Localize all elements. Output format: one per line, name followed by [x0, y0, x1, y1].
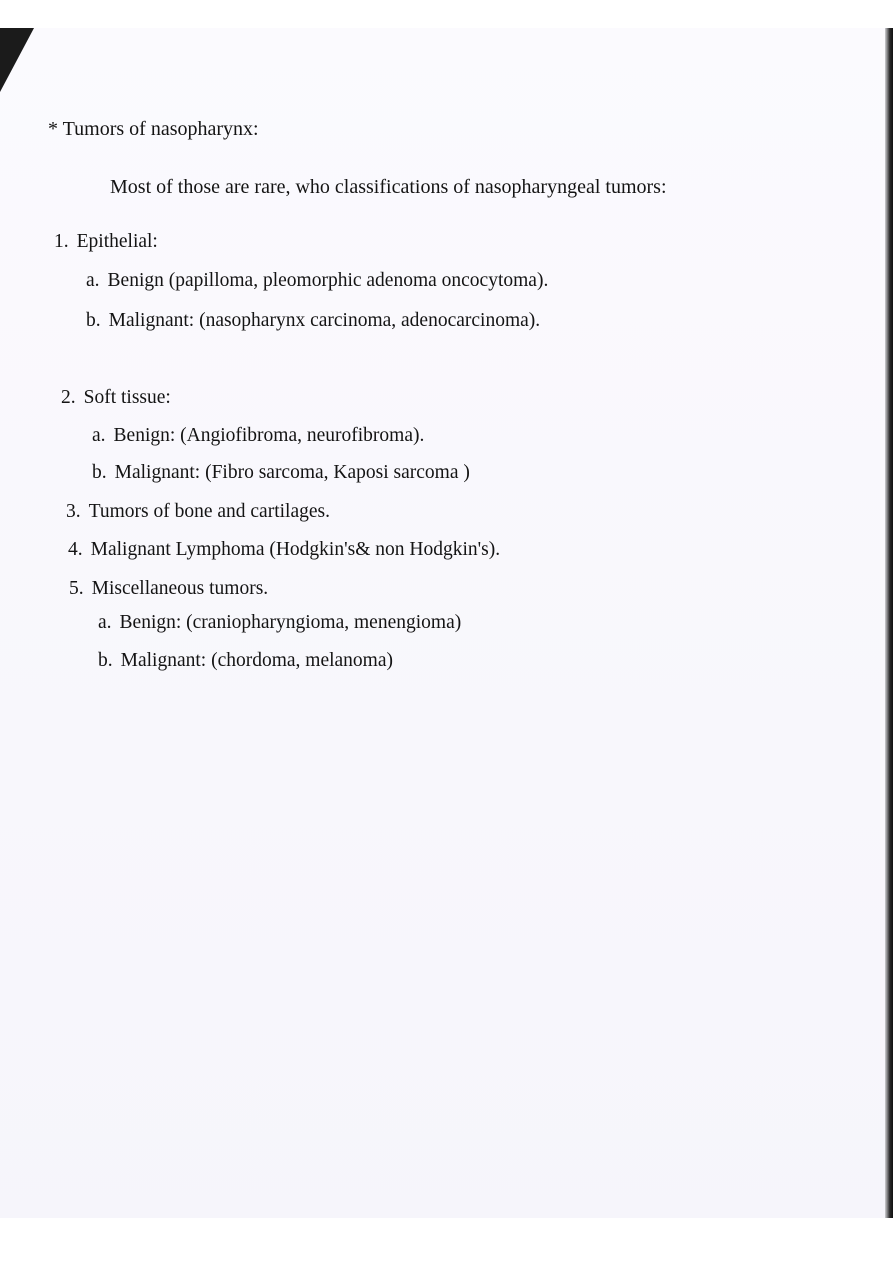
- bottom-margin: [0, 1218, 893, 1263]
- list-marker: b.: [86, 310, 101, 331]
- list-marker: 4.: [68, 539, 83, 560]
- list-marker: 2.: [61, 387, 76, 408]
- list-marker: b.: [98, 650, 113, 671]
- list-marker: 1.: [54, 231, 69, 252]
- list-item-text: Benign (papilloma, pleomorphic adenoma oncocytoma).: [107, 270, 549, 291]
- sublist-item-miscellaneous-malignant: [98, 650, 393, 672]
- list-marker: 5.: [69, 578, 84, 599]
- list-item-epithelial: [54, 231, 158, 253]
- list-marker: a.: [86, 270, 100, 291]
- sublist-item-soft-tissue-malignant: [92, 462, 470, 484]
- list-marker: 3.: [66, 501, 81, 522]
- list-item-soft-tissue: [61, 387, 171, 409]
- list-item-text: Tumors of bone and cartilages.: [88, 501, 330, 522]
- list-item-text: Miscellaneous tumors.: [91, 578, 269, 599]
- scan-corner-shadow: [0, 28, 34, 92]
- sublist-item-miscellaneous-benign: [98, 612, 461, 634]
- scan-edge-shadow: [885, 28, 893, 1218]
- section-heading: * Tumors of nasopharynx:: [48, 118, 259, 140]
- list-item-miscellaneous: [69, 578, 268, 600]
- list-item-text: Epithelial:: [76, 231, 158, 252]
- sublist-item-epithelial-malignant: [86, 310, 540, 332]
- list-marker: a.: [98, 612, 112, 633]
- list-item-text: Benign: (craniopharyngioma, menengioma): [119, 612, 462, 633]
- list-item-text: Benign: (Angiofibroma, neurofibroma).: [113, 425, 425, 446]
- list-marker: b.: [92, 462, 107, 483]
- list-item-text: Malignant Lymphoma (Hodgkin's& non Hodgkin's).: [90, 539, 501, 560]
- list-item-bone-cartilage: [66, 501, 330, 523]
- list-item-text: Malignant: (Fibro sarcoma, Kaposi sarcoma ): [114, 462, 470, 483]
- sublist-item-epithelial-benign: [86, 270, 548, 292]
- list-item-text: Malignant: (nasopharynx carcinoma, adenocarcinoma).: [108, 310, 541, 331]
- intro-paragraph: Most of those are rare, who classifications of nasopharyngeal tumors:: [110, 176, 667, 198]
- list-item-text: Malignant: (chordoma, melanoma): [120, 650, 393, 671]
- list-item-lymphoma: [68, 539, 500, 561]
- list-marker: a.: [92, 425, 106, 446]
- list-item-text: Soft tissue:: [83, 387, 171, 408]
- top-margin: [0, 0, 893, 28]
- sublist-item-soft-tissue-benign: [92, 425, 424, 447]
